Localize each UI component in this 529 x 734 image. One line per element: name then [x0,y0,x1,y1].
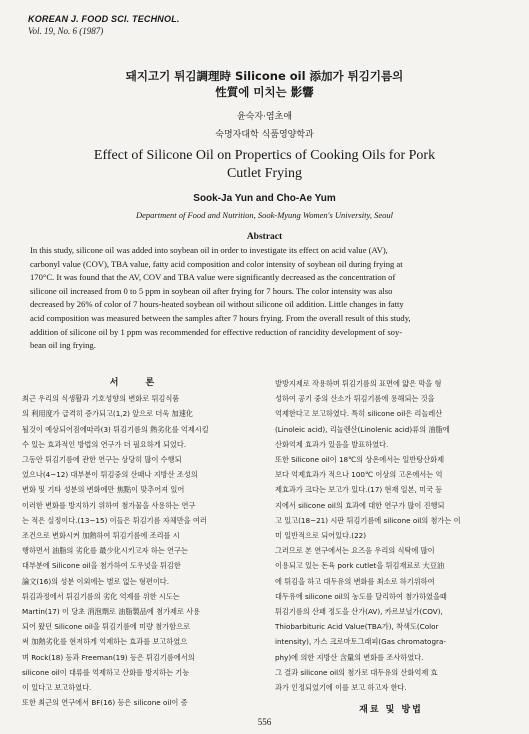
korean-title-line2: 性質에 미치는 影響 [215,85,314,99]
body-line: 지에서 silicone oil의 효과에 대한 연구가 많이 진행되 [275,500,445,510]
korean-authors: 윤숙자·염초애 [236,112,293,122]
body-line: 또한 Silicone oil이 18℃의 상온에서는 일반탕산화제 [275,455,445,465]
body-line: 발방지제로 작용하며 튀김기름의 표면에 얇은 막을 형 [275,379,442,388]
body-line: 조건으로 변화시켜 加熱하여 튀김기름에 조리를 시 [22,531,180,541]
abstract-line: addition of silicone oil by 1 ppm was recommended for effective reduction of rancidity development of soy- [30,326,403,337]
body-line: 었으나(4~12) 대부분이 튀김중의 산패나 지방산 조성의 [22,470,198,480]
body-line: 대두유에 silicone oil의 농도를 달리하여 첨가하였을때 [275,591,447,601]
english-authors: Sook-Ja Yun and Cho-Ae Yum [193,193,336,204]
body-line: 의 利用度가 급격히 증가되고(1,2) 앞으로 더욱 加速化 [22,409,194,419]
body-line: 에 튀김을 하고 대두유의 변화를 최소로 하기위하여 [275,576,435,586]
journal-name: KOREAN J. FOOD SCI. TECHNOL. [28,14,180,24]
body-line: 이용되고 있는 돈육 pork cutlet을 튀김재료로 大豆油 [275,561,445,571]
introduction-heading: 서 론 [109,378,167,388]
abstract-line: 170°C. It was found that the AV, COV and TBA value were significantly decreased as the concentration of [30,272,396,283]
body-line: 제효과가 크다는 보고가 있다.(17) 현재 일본, 미국 등 [275,485,443,495]
body-line: 이러한 변화를 방지하기 위하여 첨가물을 사용하는 연구 [22,500,196,510]
body-line: 그동안 튀김기름에 관한 연구는 상당히 많이 수행되 [22,455,182,465]
body-line: 최근 우리의 식생활과 기호성향의 변화로 튀김식품 [22,394,180,404]
body-line: 써 加熱劣化를 현저하게 억제하는 효과를 보고하였으 [22,637,188,647]
body-line: silicone oil이 대류를 억제하고 산화를 방지하는 기능 [22,667,190,677]
abstract-line: bean oil ing frying. [30,340,96,351]
body-line: 미 일반적으로 되어있다.(22) [275,531,367,541]
body-line: (Linoleic acid), 리놀렌산(Linolenic acid)류의 油脂에 [275,424,450,434]
body-line: 변화 및 기타 성분의 변화에만 焦點이 맞추어져 있어 [22,485,185,495]
english-title-line2: Cutlet Frying [226,166,303,181]
body-line: 보다 억제효과가 적으나 100℃ 이상의 고온에서는 억 [275,470,443,480]
abstract-line: carbonyl value (COV), TBA value, fatty acid composition and color intensity of soybean oil during frying at [30,258,403,269]
korean-affiliation: 숙명자대학 식품영양학과 [215,130,314,140]
abstract-line: acid composition was measured between the samples after 7 hours frying. From the overall result of this study, [30,312,411,323]
body-line: 는 적은 실정이다.(13~15) 이들은 튀김기름 자체만을 여러 [22,515,207,525]
body-line: Martin(17) 이 당초 消泡劑로 油脂製品에 첨가제로 사용 [22,607,201,617]
abstract-line: silicone oil increased from 0 to 5 ppm in soybean oil after frying for 7 hours. The color intensity was also [30,285,393,296]
methods-heading: 재료 및 방법 [359,705,423,716]
abstract-line: decreased by 26% of color of 7 hours-heated soybean oil without silicone oil addition. Little changes in fatty [30,299,404,310]
body-line: 행하면서 油脂의 劣化를 最少化시키고자 하는 연구는 [22,546,188,556]
body-line: 이 있다고 보고하였다. [22,683,92,693]
body-line: phy)에 의한 지방산 含量의 변화를 조사하였다. [275,652,424,662]
right-column [275,376,507,718]
abstract-body [30,244,500,353]
body-line: 고 있고(18~21) 시판 튀김기름에 silicone oil의 첨가는 이 [275,515,461,525]
body-line: 억제한다고 보고하였다. 특히 silicone oil은 리놀레산 [275,409,443,419]
body-line: 며 Rock(18) 등과 Freeman(19) 등은 튀김기름에서의 [22,652,195,662]
abstract-line: In this study, silicone oil was added into soybean oil in order to investigate its effect on acid value (AV), [30,245,388,255]
body-line: 성하여 공기 중의 산소가 튀김기름에 용해되는 것을 [275,394,435,404]
english-title-line1: Effect of Silicone Oil on Propertics of Cooking Oils for Pork [93,148,436,163]
body-line: 또한 최근의 연구에서 BF(16) 등은 silicone oil이 증 [22,698,188,708]
body-line: intensity), 가스 크로마토그래피(Gas chromatogra- [275,637,446,647]
body-line: 論文(16)의 성분 이외에는 별로 없는 형편이다. [22,576,169,586]
body-line: 그 결과 silicone oil의 첨가로 대두유의 산화억제 효 [275,667,438,677]
body-line: 되어 왔던 Silicone oil을 튀김기름에 미량 첨가함으로 [22,622,191,632]
body-line: 산화억제 효과가 있음을 발표하였다. [275,439,389,449]
korean-title-line1: 돼지고기 튀김調理時 Silicone oil 添加가 튀김기름의 [125,69,404,83]
body-line: 수 있는 효과적인 방법의 연구가 더 필요하게 되었다. [22,439,187,449]
journal-volume: Vol. 19, No. 6 (1987) [28,26,104,36]
body-line: 튀김기름의 산패 정도을 산가(AV), 카르보닐가(COV), [275,607,443,617]
body-line: 그러므로 본 연구에서는 요즈음 우리의 식탁에 많이 [275,546,435,556]
english-affiliation: Department of Food and Nutrition, Sook-Myung Women's University, Seoul [136,210,393,220]
body-line: 과가 인정되었기에 이를 보고 하고자 한다. [275,683,407,693]
body-line: 될것이 예상되어짐에따라(3) 튀김기름의 熱劣化를 억제시킬 [22,424,209,434]
abstract-heading: Abstract [246,232,283,242]
body-line: 대부분에 Silicone oil을 첨가하여 도우넛을 튀김한 [22,561,181,571]
body-line: Thiobarbituric Acid Value(TBA가), 착색도(Color [275,622,439,632]
left-column [22,376,254,710]
body-line: 튀김과정에서 튀김기름의 劣化 억제를 위한 시도는 [22,591,180,601]
page-number: 556 [257,717,272,727]
